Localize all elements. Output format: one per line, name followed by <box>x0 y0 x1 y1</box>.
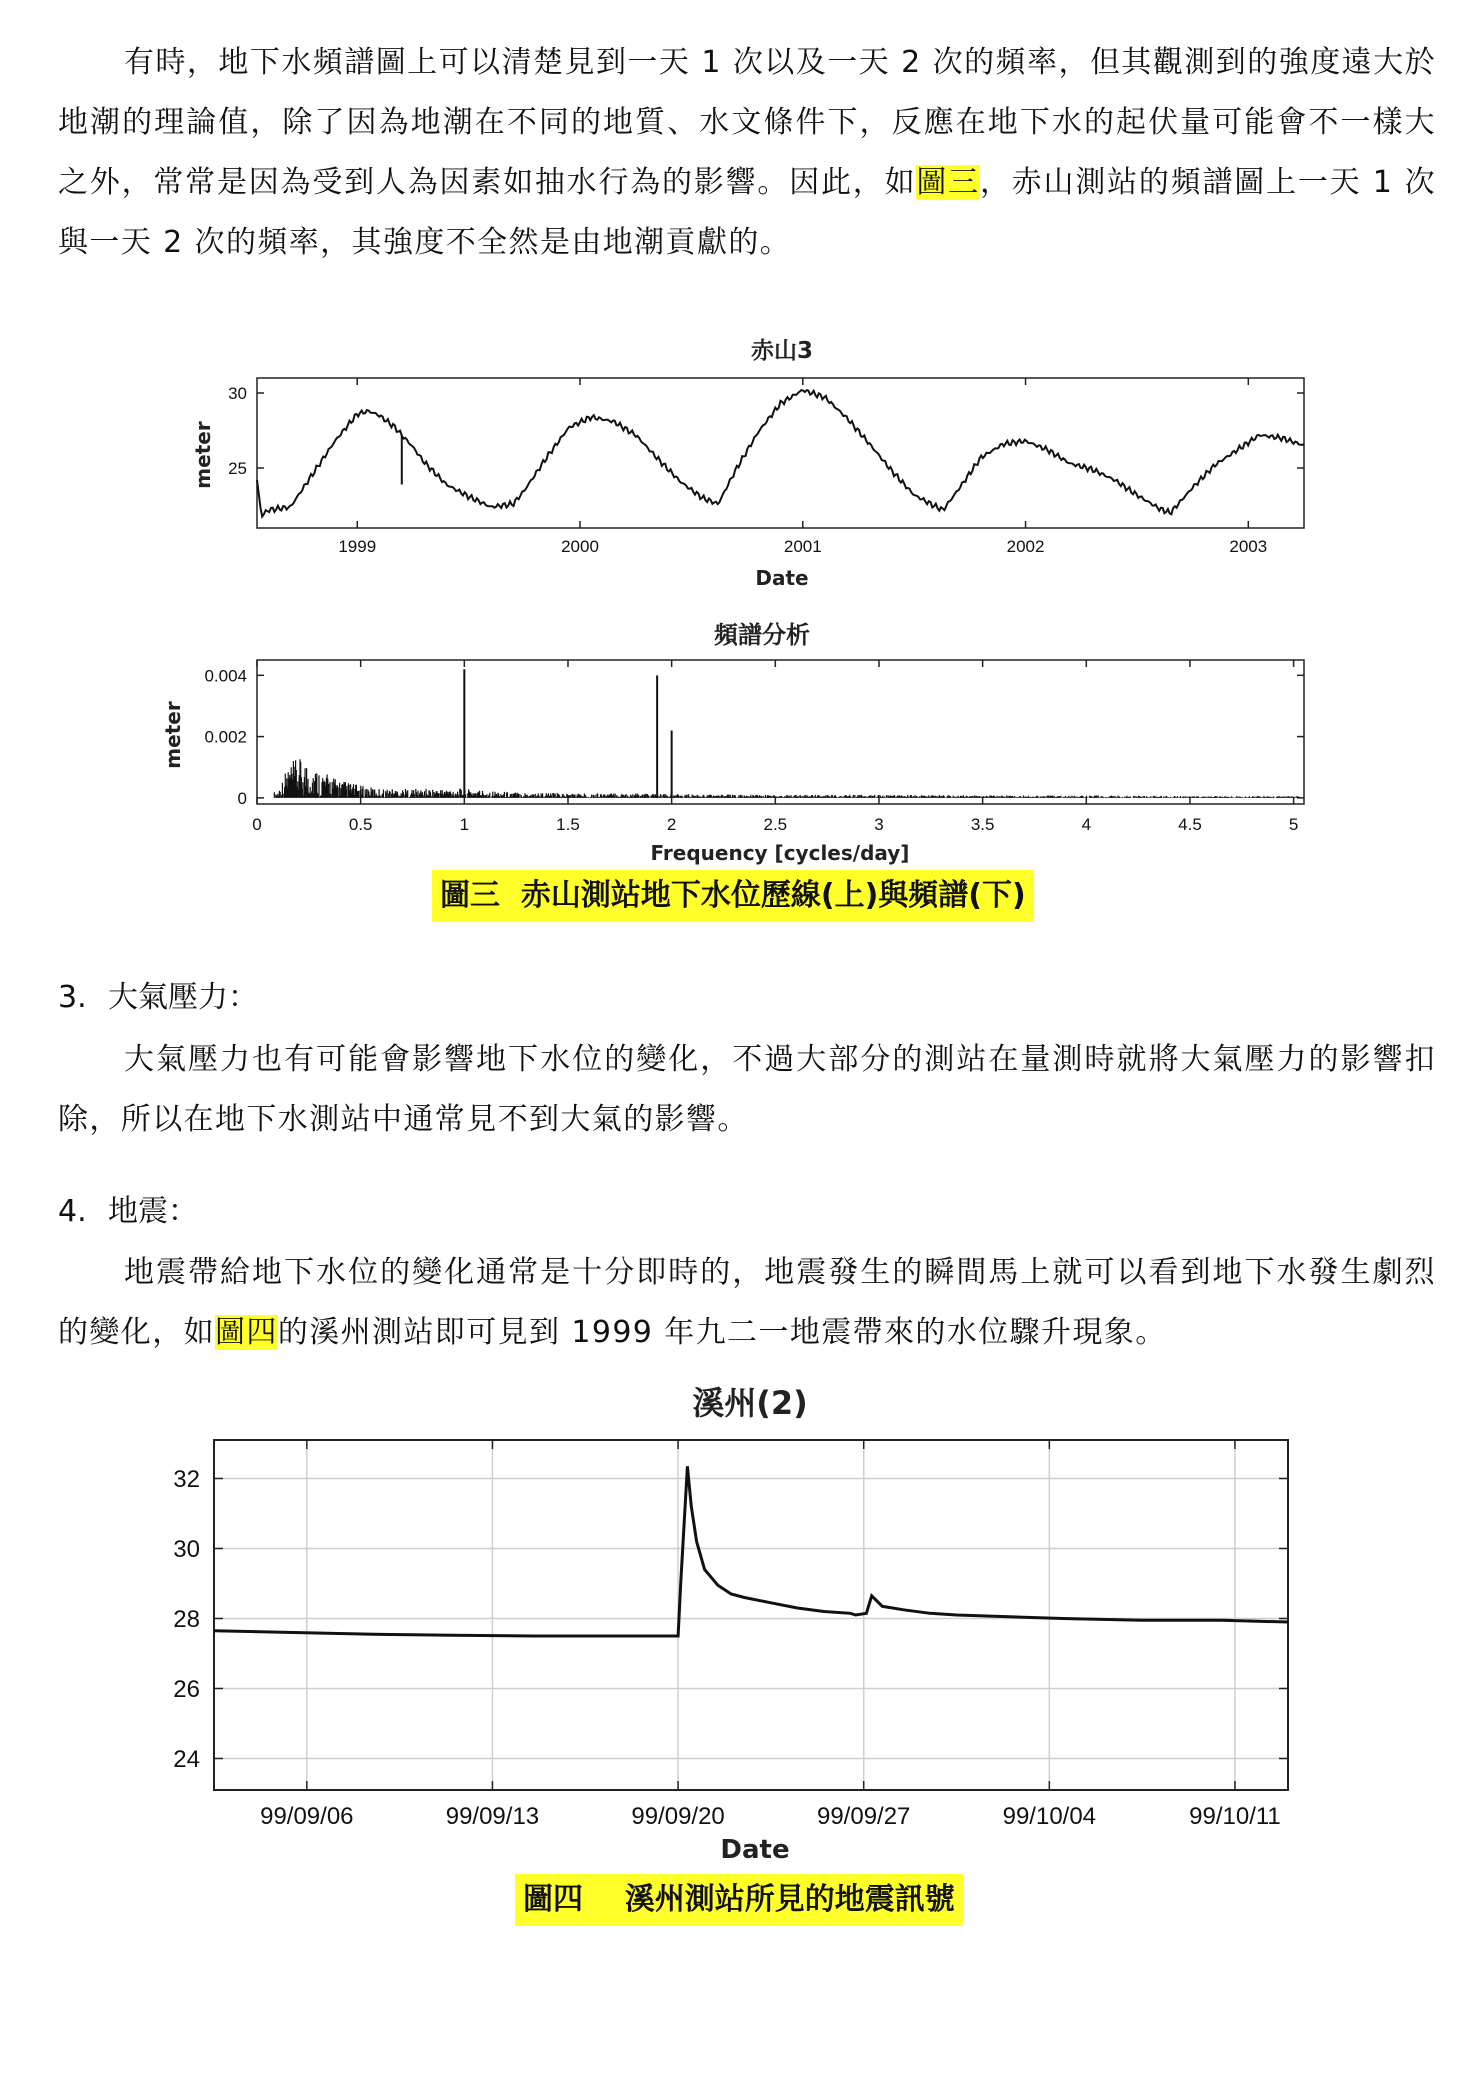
section4-body <box>58 1243 1436 1363</box>
xizhou-chart-title: 溪州(2) <box>692 1384 808 1422</box>
x-tick-label: 4 <box>1081 815 1092 834</box>
intro-text: 有時，地下水頻譜圖上可以清楚見到一天 1 次以及一天 2 次的頻率，但其觀測到的強度遠大於地潮的理論值，除了因為地潮在不同的地質、水文條件下，反應在地下水的起伏量可能會不一樣大之外，常常是因為受到人為因素如抽水行為的影響。因此，如 <box>58 45 1436 200</box>
y-tick-label: 30 <box>173 1535 200 1563</box>
figure4-caption: 圖四 溪州測站所見的地震訊號 <box>515 1874 963 1926</box>
section4-text-end: 的溪州測站即可見到 1999 年九二一地震帶來的水位驟升現象。 <box>277 1315 1167 1350</box>
x-tick-label: 4.5 <box>1178 815 1202 834</box>
figure4-link[interactable]: 圖四 <box>215 1315 278 1350</box>
x-tick-label: 1999 <box>338 537 377 556</box>
spectrum-xlabel: Frequency [cycles/day] <box>650 841 910 865</box>
y-tick-label: 25 <box>228 458 247 478</box>
x-tick-label: 0.5 <box>348 815 373 834</box>
x-tick-label: 5 <box>1288 815 1299 834</box>
y-tick-label: 32 <box>173 1465 200 1493</box>
section4-title: 地震： <box>108 1194 198 1229</box>
section3-title: 大氣壓力： <box>108 980 258 1015</box>
section3-heading <box>58 978 258 1018</box>
x-tick-label: 2.5 <box>763 815 788 834</box>
spectrum-chart-title: 頻譜分析 <box>714 621 810 649</box>
x-tick-label: 99/10/04 <box>1002 1803 1097 1830</box>
section4-heading <box>58 1192 198 1232</box>
chishan-ylabel: meter <box>191 421 215 489</box>
x-tick-label: 0 <box>252 815 262 834</box>
y-tick-label: 24 <box>173 1745 200 1773</box>
x-tick-label: 2003 <box>1229 537 1268 556</box>
x-tick-label: 2001 <box>783 537 822 556</box>
y-tick-label: 0 <box>237 788 247 808</box>
chishan-water-level-line <box>257 390 1304 516</box>
figure3-caption: 圖三 赤山測站地下水位歷線(上)與頻譜(下) <box>432 870 1034 922</box>
figure4-chart <box>0 1380 1475 1870</box>
x-tick-label: 99/10/11 <box>1189 1803 1281 1830</box>
spectrum-noise-line <box>274 759 1300 798</box>
chishan-chart-title: 赤山3 <box>750 338 814 364</box>
spectrum-ylabel: meter <box>161 701 185 769</box>
y-tick-label: 26 <box>173 1675 200 1703</box>
x-tick-label: 99/09/20 <box>631 1803 725 1830</box>
y-tick-label: 30 <box>228 383 247 403</box>
x-tick-label: 2002 <box>1006 537 1045 556</box>
intro-text-end: ，赤山測站的頻譜圖上一天 1 次與一天 2 次的頻率，其強度不全然是由地潮貢獻的。 <box>58 165 1436 260</box>
spectrum-plot-frame <box>257 660 1304 804</box>
xizhou-water-level-line <box>214 1466 1288 1636</box>
section4-text: 地震帶給地下水位的變化通常是十分即時的，地震發生的瞬間馬上就可以看到地下水發生劇烈的變化，如 <box>58 1255 1436 1350</box>
x-tick-label: 1 <box>459 815 470 834</box>
chishan-xlabel: Date <box>755 566 809 590</box>
xizhou-plot-frame <box>214 1440 1288 1790</box>
figure3-charts <box>0 330 1475 870</box>
section3-number: 3. <box>58 980 87 1015</box>
section3-body: 大氣壓力也有可能會影響地下水位的變化，不過大部分的測站在量測時就將大氣壓力的影響扣除，所以在地下水測站中通常見不到大氣的影響。 <box>58 1042 1436 1137</box>
y-tick-label: 0.004 <box>204 666 247 686</box>
section4-number: 4. <box>58 1194 87 1229</box>
x-tick-label: 2000 <box>561 537 599 556</box>
y-tick-label: 0.002 <box>204 727 247 747</box>
x-tick-label: 1.5 <box>556 815 580 834</box>
figure3-link[interactable]: 圖三 <box>916 165 980 200</box>
x-tick-label: 3 <box>874 815 884 834</box>
xizhou-xlabel: Date <box>720 1835 790 1865</box>
x-tick-label: 99/09/06 <box>260 1803 354 1830</box>
y-tick-label: 28 <box>173 1605 200 1633</box>
x-tick-label: 3.5 <box>970 815 995 834</box>
x-tick-label: 99/09/27 <box>816 1803 911 1830</box>
x-tick-label: 2 <box>666 815 677 834</box>
x-tick-label: 99/09/13 <box>445 1803 540 1830</box>
intro-paragraph <box>58 33 1436 273</box>
